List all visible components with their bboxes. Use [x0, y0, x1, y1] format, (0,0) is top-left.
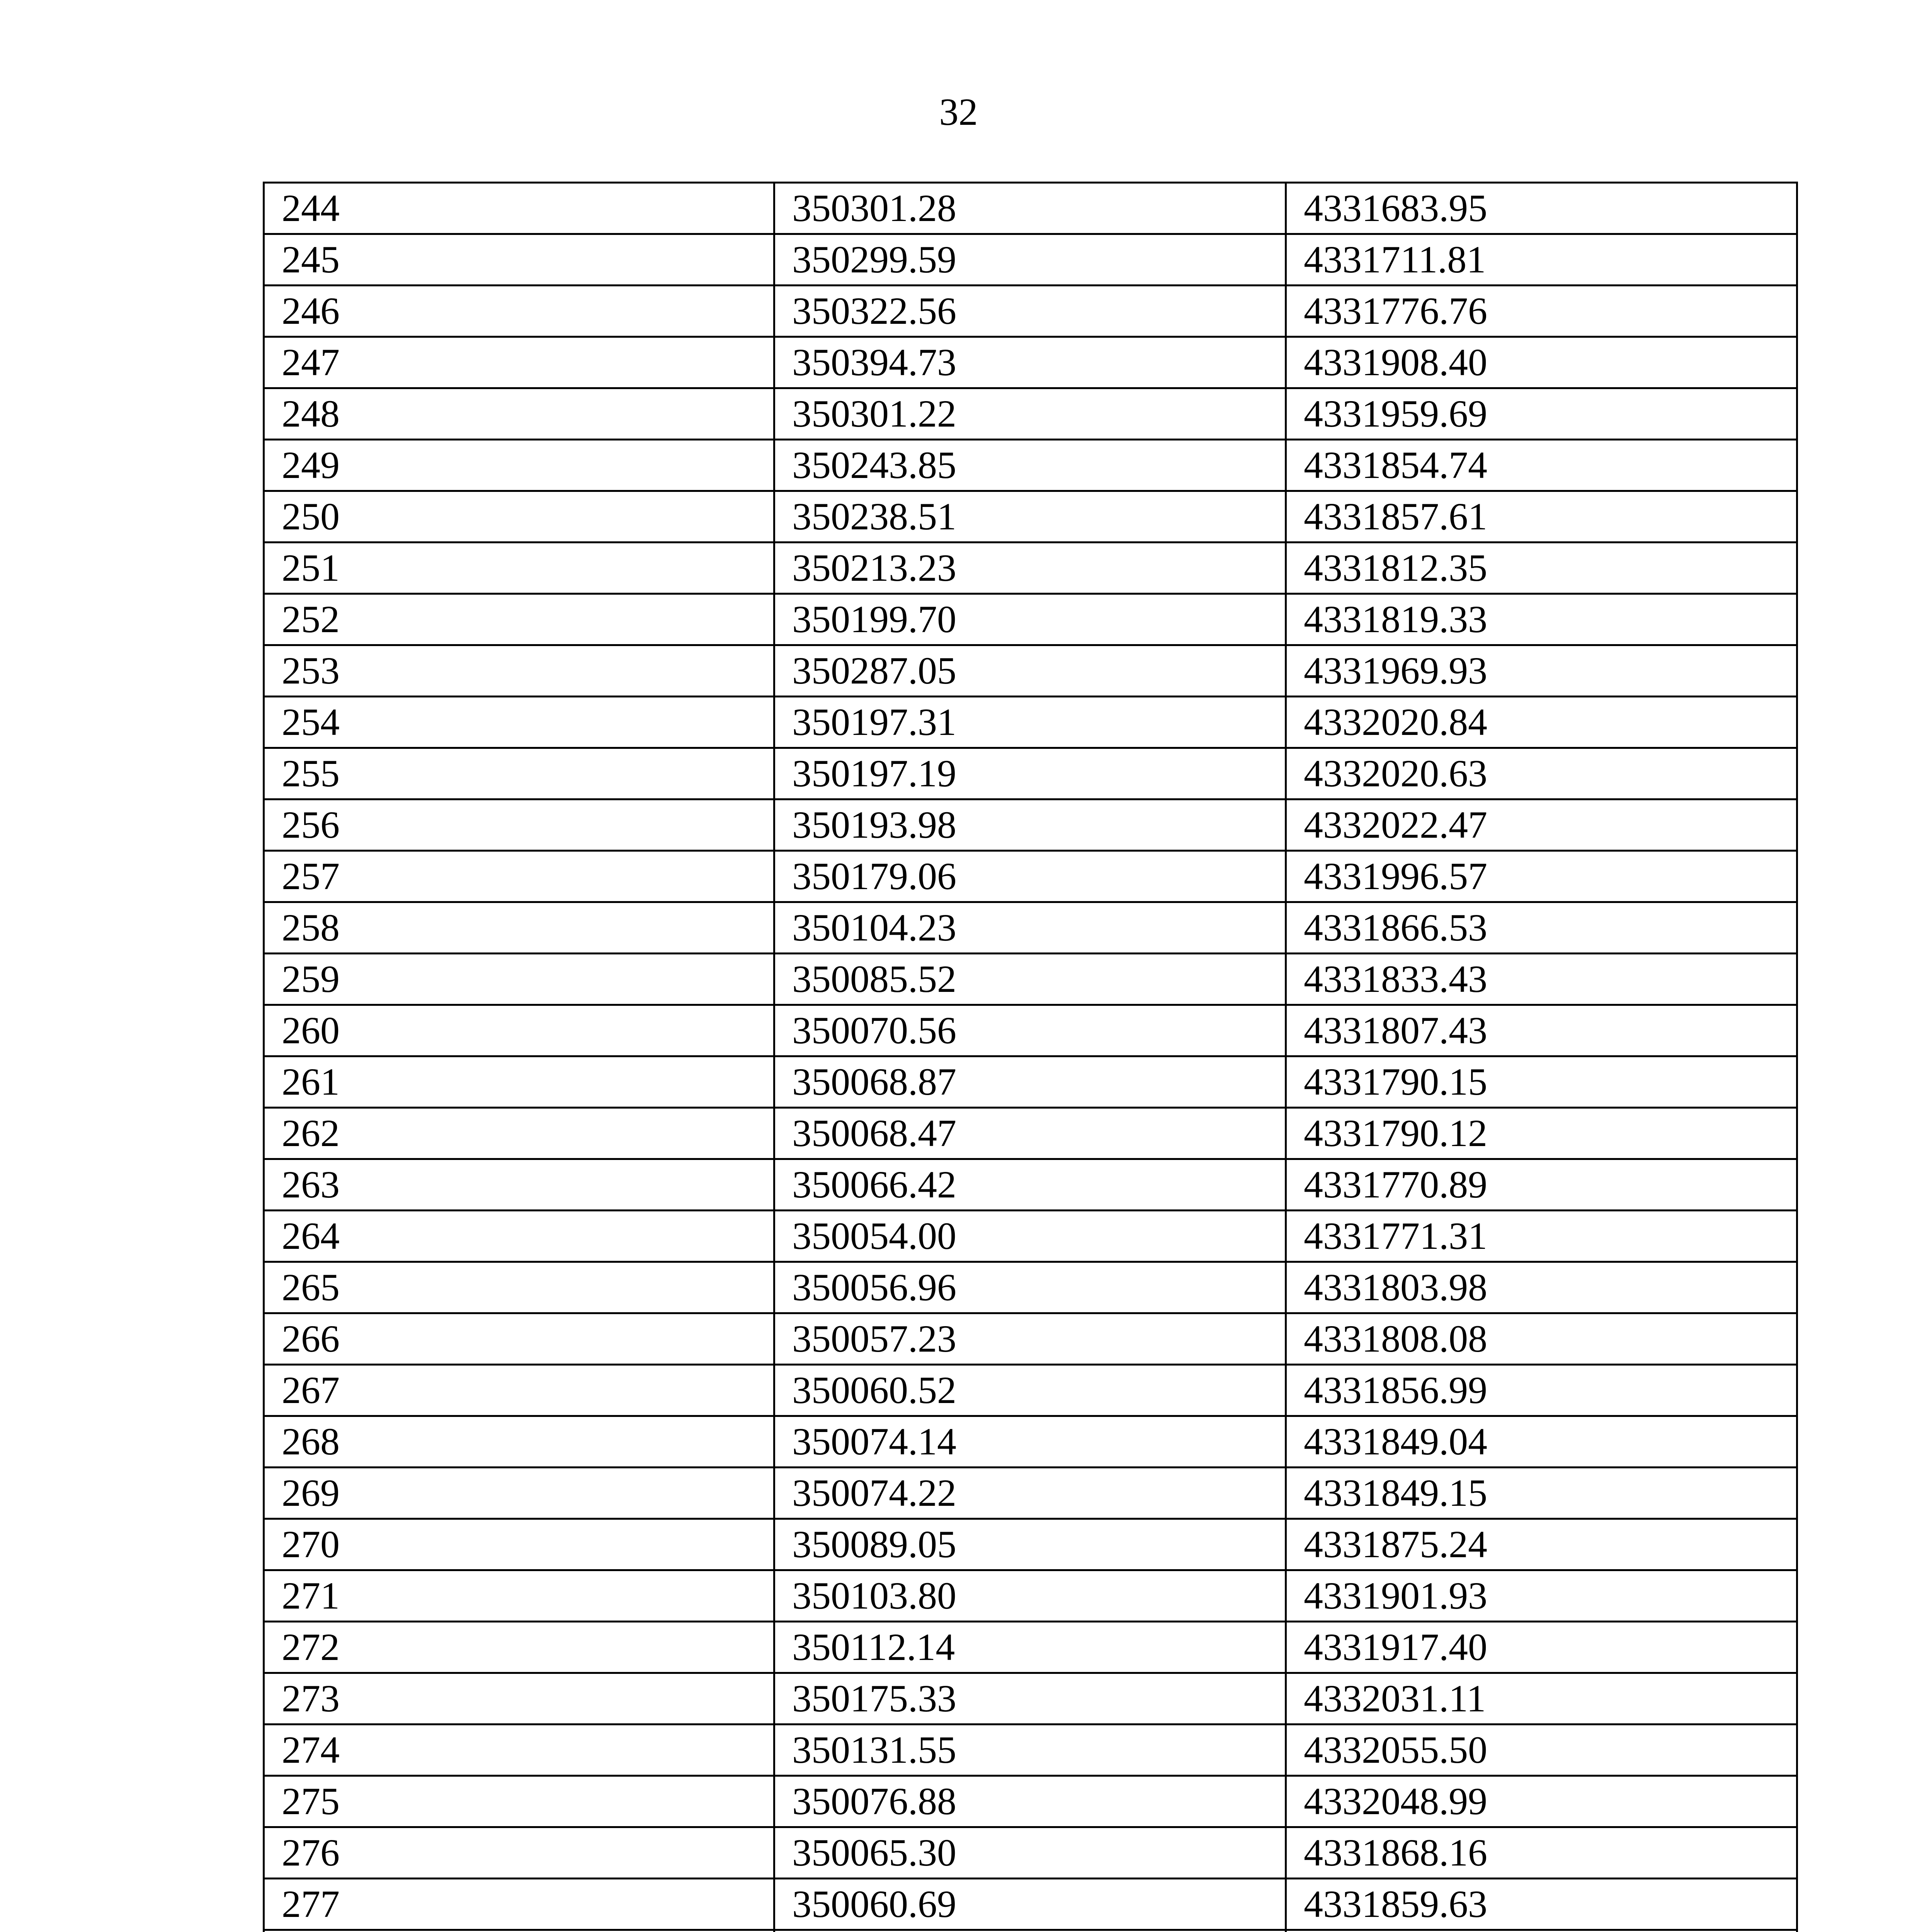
y-coordinate-cell: 4332020.84 [1286, 697, 1797, 748]
y-coordinate-cell: 4331849.15 [1286, 1468, 1797, 1519]
point-number-cell [264, 1930, 774, 1932]
table-row [264, 183, 1797, 234]
point-number-cell: 275 [264, 1776, 774, 1827]
point-number-cell: 251 [264, 543, 774, 594]
point-number-cell: 263 [264, 1159, 774, 1211]
point-number-cell: 252 [264, 594, 774, 645]
y-coordinate-cell: 4331859.63 [1286, 1879, 1797, 1930]
table-row [264, 1673, 1797, 1725]
y-coordinate-cell: 4331808.08 [1286, 1313, 1797, 1365]
y-coordinate-cell: 4331849.04 [1286, 1416, 1797, 1468]
x-coordinate-cell: 350060.52 [774, 1365, 1286, 1416]
x-coordinate-cell: 350197.31 [774, 697, 1286, 748]
x-coordinate-cell: 350175.33 [774, 1673, 1286, 1725]
x-coordinate-cell: 350322.56 [774, 286, 1286, 337]
x-coordinate-cell: 350089.05 [774, 1519, 1286, 1570]
x-coordinate-cell: 350301.22 [774, 388, 1286, 440]
x-coordinate-cell [774, 1930, 1286, 1932]
x-coordinate-cell: 350394.73 [774, 337, 1286, 388]
table-row [264, 851, 1797, 902]
x-coordinate-cell: 350104.23 [774, 902, 1286, 954]
x-coordinate-cell: 350179.06 [774, 851, 1286, 902]
y-coordinate-cell: 4331969.93 [1286, 645, 1797, 697]
x-coordinate-cell: 350112.14 [774, 1622, 1286, 1673]
point-number-cell: 274 [264, 1725, 774, 1776]
table-row [264, 1211, 1797, 1262]
table-row [264, 954, 1797, 1005]
point-number-cell: 248 [264, 388, 774, 440]
point-number-cell: 271 [264, 1570, 774, 1622]
point-number-cell: 260 [264, 1005, 774, 1056]
y-coordinate-cell: 4331776.76 [1286, 286, 1797, 337]
point-number-cell: 268 [264, 1416, 774, 1468]
x-coordinate-cell: 350238.51 [774, 491, 1286, 543]
table-row [264, 902, 1797, 954]
table-row [264, 1159, 1797, 1211]
table-row [264, 1056, 1797, 1108]
point-number-cell: 273 [264, 1673, 774, 1725]
x-coordinate-cell: 350085.52 [774, 954, 1286, 1005]
table-row [264, 748, 1797, 799]
table-row [264, 1725, 1797, 1776]
y-coordinate-cell: 4331833.43 [1286, 954, 1797, 1005]
point-number-cell: 246 [264, 286, 774, 337]
table-row [264, 286, 1797, 337]
table-row [264, 697, 1797, 748]
table-row [264, 1313, 1797, 1365]
y-coordinate-cell: 4331901.93 [1286, 1570, 1797, 1622]
x-coordinate-cell: 350076.88 [774, 1776, 1286, 1827]
coordinates-table [263, 182, 1798, 1932]
x-coordinate-cell: 350197.19 [774, 748, 1286, 799]
point-number-cell: 264 [264, 1211, 774, 1262]
table-row [264, 1416, 1797, 1468]
point-number-cell: 277 [264, 1879, 774, 1930]
point-number-cell: 254 [264, 697, 774, 748]
point-number-cell: 249 [264, 440, 774, 491]
x-coordinate-cell: 350060.69 [774, 1879, 1286, 1930]
table-row [264, 1827, 1797, 1879]
point-number-cell: 247 [264, 337, 774, 388]
point-number-cell: 267 [264, 1365, 774, 1416]
y-coordinate-cell: 4331790.15 [1286, 1056, 1797, 1108]
table-row [264, 1776, 1797, 1827]
table-row [264, 1005, 1797, 1056]
table-row [264, 1108, 1797, 1159]
y-coordinate-cell: 4331875.24 [1286, 1519, 1797, 1570]
y-coordinate-cell: 4331908.40 [1286, 337, 1797, 388]
point-number-cell: 272 [264, 1622, 774, 1673]
point-number-cell: 245 [264, 234, 774, 286]
point-number-cell: 250 [264, 491, 774, 543]
table-row [264, 1570, 1797, 1622]
table-row [264, 1622, 1797, 1673]
x-coordinate-cell: 350074.14 [774, 1416, 1286, 1468]
point-number-cell: 262 [264, 1108, 774, 1159]
point-number-cell: 270 [264, 1519, 774, 1570]
point-number-cell: 258 [264, 902, 774, 954]
y-coordinate-cell: 4331917.40 [1286, 1622, 1797, 1673]
point-number-cell: 257 [264, 851, 774, 902]
point-number-cell: 253 [264, 645, 774, 697]
y-coordinate-cell: 4331959.69 [1286, 388, 1797, 440]
y-coordinate-cell: 4331819.33 [1286, 594, 1797, 645]
point-number-cell: 276 [264, 1827, 774, 1879]
x-coordinate-cell: 350299.59 [774, 234, 1286, 286]
x-coordinate-cell: 350070.56 [774, 1005, 1286, 1056]
table-row [264, 1365, 1797, 1416]
table-row [264, 388, 1797, 440]
table-row [264, 543, 1797, 594]
y-coordinate-cell: 4331866.53 [1286, 902, 1797, 954]
x-coordinate-cell: 350301.28 [774, 183, 1286, 234]
x-coordinate-cell: 350213.23 [774, 543, 1286, 594]
table-row [264, 1519, 1797, 1570]
x-coordinate-cell: 350103.80 [774, 1570, 1286, 1622]
y-coordinate-cell: 4331812.35 [1286, 543, 1797, 594]
x-coordinate-cell: 350287.05 [774, 645, 1286, 697]
y-coordinate-cell: 4332020.63 [1286, 748, 1797, 799]
x-coordinate-cell: 350131.55 [774, 1725, 1286, 1776]
x-coordinate-cell: 350054.00 [774, 1211, 1286, 1262]
x-coordinate-cell: 350193.98 [774, 799, 1286, 851]
table-row [264, 645, 1797, 697]
x-coordinate-cell: 350057.23 [774, 1313, 1286, 1365]
point-number-cell: 259 [264, 954, 774, 1005]
table-row [264, 1468, 1797, 1519]
y-coordinate-cell: 4331856.99 [1286, 1365, 1797, 1416]
x-coordinate-cell: 350056.96 [774, 1262, 1286, 1313]
x-coordinate-cell: 350068.87 [774, 1056, 1286, 1108]
y-coordinate-cell [1286, 1930, 1797, 1932]
y-coordinate-cell: 4332048.99 [1286, 1776, 1797, 1827]
table-row [264, 1879, 1797, 1930]
y-coordinate-cell: 4331854.74 [1286, 440, 1797, 491]
y-coordinate-cell: 4331868.16 [1286, 1827, 1797, 1879]
table-row [264, 1930, 1797, 1932]
table-row [264, 594, 1797, 645]
y-coordinate-cell: 4331790.12 [1286, 1108, 1797, 1159]
y-coordinate-cell: 4332055.50 [1286, 1725, 1797, 1776]
table-row [264, 799, 1797, 851]
point-number-cell: 244 [264, 183, 774, 234]
point-number-cell: 269 [264, 1468, 774, 1519]
point-number-cell: 266 [264, 1313, 774, 1365]
y-coordinate-cell: 4331711.81 [1286, 234, 1797, 286]
table-row [264, 234, 1797, 286]
x-coordinate-cell: 350066.42 [774, 1159, 1286, 1211]
y-coordinate-cell: 4331996.57 [1286, 851, 1797, 902]
point-number-cell: 261 [264, 1056, 774, 1108]
page-number: 32 [939, 90, 978, 133]
point-number-cell: 265 [264, 1262, 774, 1313]
y-coordinate-cell: 4331803.98 [1286, 1262, 1797, 1313]
x-coordinate-cell: 350074.22 [774, 1468, 1286, 1519]
y-coordinate-cell: 4331857.61 [1286, 491, 1797, 543]
y-coordinate-cell: 4332031.11 [1286, 1673, 1797, 1725]
y-coordinate-cell: 4331771.31 [1286, 1211, 1797, 1262]
y-coordinate-cell: 4331770.89 [1286, 1159, 1797, 1211]
x-coordinate-cell: 350065.30 [774, 1827, 1286, 1879]
y-coordinate-cell: 4331807.43 [1286, 1005, 1797, 1056]
table-row [264, 337, 1797, 388]
coordinates-table-body [264, 183, 1797, 1932]
y-coordinate-cell: 4332022.47 [1286, 799, 1797, 851]
x-coordinate-cell: 350199.70 [774, 594, 1286, 645]
table-row [264, 491, 1797, 543]
point-number-cell: 255 [264, 748, 774, 799]
point-number-cell: 256 [264, 799, 774, 851]
y-coordinate-cell: 4331683.95 [1286, 183, 1797, 234]
x-coordinate-cell: 350243.85 [774, 440, 1286, 491]
x-coordinate-cell: 350068.47 [774, 1108, 1286, 1159]
table-row [264, 1262, 1797, 1313]
table-row [264, 440, 1797, 491]
